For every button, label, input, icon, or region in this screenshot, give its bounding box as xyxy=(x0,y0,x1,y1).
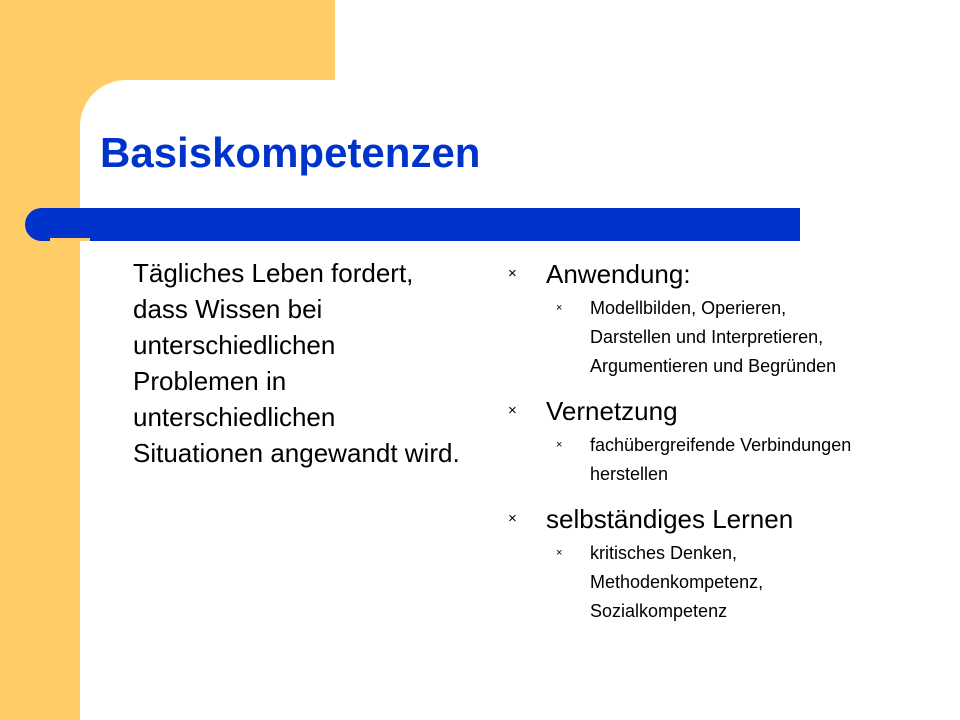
competency-label: Anwendung: xyxy=(546,259,691,289)
competency-item-vernetzung xyxy=(508,395,948,489)
slide-title: Basiskompetenzen xyxy=(100,129,481,176)
x-bullet-icon: × xyxy=(508,265,517,282)
x-bullet-icon: × xyxy=(508,402,517,419)
competency-item-anwendung xyxy=(508,258,948,381)
competency-detail: kritisches Denken, Methodenkompetenz, Sozialkompetenz xyxy=(590,543,764,621)
x-bullet-icon: × xyxy=(556,547,563,559)
competency-detail: fachübergreifende Verbindungen herstellen xyxy=(590,435,852,484)
title-underline-bar xyxy=(25,208,800,241)
competency-item-selbstaendiges-lernen xyxy=(508,503,948,626)
competency-list xyxy=(508,258,948,640)
competency-label: selbständiges Lernen xyxy=(546,504,794,534)
competency-label: Vernetzung xyxy=(546,396,678,426)
x-bullet-icon: × xyxy=(556,439,563,451)
left-paragraph: Tägliches Leben fordert, dass Wissen bei unterschiedlichen Problemen in unterschiedlichen Situationen angewandt wird. xyxy=(133,258,460,468)
competency-detail: Modellbilden, Operieren, Darstellen und Interpretieren, Argumentieren und Begründen xyxy=(590,298,837,376)
x-bullet-icon: × xyxy=(508,510,517,527)
x-bullet-icon: × xyxy=(556,302,563,314)
